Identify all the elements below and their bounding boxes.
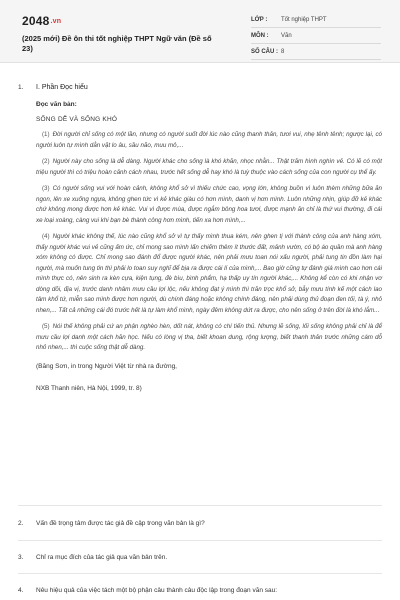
paragraph-4 (36, 232, 382, 316)
reading-label: Đọc văn bản: (36, 101, 77, 108)
question-number: 4. (18, 587, 24, 594)
site-logo[interactable] (22, 14, 61, 28)
meta-row-subject (251, 28, 381, 44)
meta-row-class (251, 12, 381, 28)
question-number: 1. (18, 84, 24, 91)
paragraph-1 (36, 130, 382, 151)
question-item (18, 519, 382, 528)
question-text: Chỉ ra mục đích của tác giả qua văn bản trên. (36, 554, 168, 561)
document-title: (2025 mới) Đề ôn thi tốt nghiệp THPT Ngữ văn (Đề số 23) (22, 34, 212, 53)
header (0, 0, 400, 63)
paragraph-3 (36, 184, 382, 226)
divider (18, 540, 382, 541)
question-item (18, 553, 382, 562)
paragraph-number: (1) (42, 131, 50, 138)
paragraph-text: Người khác không thế, lúc nào cũng khổ sở vì tự thấy mình thua kém, nên ghen tị với thành công của anh hàng xóm, thấy người khác vui vẻ cũng ấm ức, chỉ mong sao mình lấn chiếm thêm ít thước đất, mảnh vườn, có bộ áo quần mà anh hàng xóm không có được. Chỉ mong sao đánh đổ được người khác, nên phải mưu toan nói xấu người, phải tung tin đồn làm hại người, mà muốn tung tin thì phải lo toan suy nghĩ để bịa ra được cái lí của mình,... Bao giờ cũng tự đánh giá mình cao hơn cái mình thực có, nên sinh ra kèn cựa, kiện tụng, đè bìu, bình phẩm, hạ thấp uy tín người khác,... Không kể còn có khi nhận vơ dòng dõi, địa vị, trước danh nhâm mưu cầu lợi lộc, nếu không đạt ý mình thì trăn trọc khổ sở, bẫy mưu tính kế một cách lao tâm khổ tứ, miễn sao mình được hơn người, dù chính đáng hoặc không chính đáng, nên phải dùng thủ đoạn đen tối, tà ý, nhỏ nhen,... Tất cả những cái đó trước hết là tự làm khổ mình, ngày đêm không dứt ra được, cho nên sống ở trên đời là khó lắm... (36, 233, 382, 314)
question-number: 3. (18, 554, 24, 561)
paragraph-5 (36, 322, 382, 354)
paragraph-2 (36, 157, 382, 178)
divider (18, 573, 382, 574)
paragraph-text: Nói thế không phải cứ an phận nghèo hèn, dốt nát, không có chí tiến thủ. Nhưng lẽ sống, lối sống không phải chỉ là để mưu cầu lợi danh một cách hăn học. Nếu có lòng vị tha, biết khoan dung, rộng lượng, biết thanh thản trước những cám dỗ nhỏ nhen,... thì cuộc sống thật dễ dàng. (36, 323, 382, 351)
divider (18, 505, 382, 506)
paragraph-number: (2) (42, 158, 50, 165)
meta-row-question-count (251, 44, 381, 60)
meta-value: Văn (281, 32, 292, 39)
paragraph-number: (5) (42, 323, 50, 330)
reading-passage (36, 100, 382, 394)
question-text: Vấn đề trọng tâm được tác giả đề cập trong văn bản là gì? (36, 520, 205, 527)
paragraph-text: Đời người chỉ sống có một lần, nhưng có người suốt đời lúc nào cũng thanh thản, tươi vui, nhẹ tênh tênh; ngược lại, có người luôn tự mình dằn vặt lo âu, sầu não, muu mô,... (36, 131, 382, 149)
source-author: (Băng Sơn, in trong Người Việt từ nhà ra đường, (36, 362, 177, 370)
meta-table (251, 12, 381, 60)
paragraph-text: Người này cho sống là dễ dàng. Người khác cho sống là khó khăn, nhọc nhằn... Thật trăm hình nghìn vẻ. Có lẽ có một triệu người thì có triệu hoàn cảnh cách nhau, trước hết sống dễ hay khó là tuỳ thuộc vào cách sống của con người cụ thể ấy. (36, 158, 382, 176)
meta-value: Tốt nghiệp THPT (281, 16, 327, 23)
paragraph-number: (3) (42, 185, 50, 192)
logo-main: 2048 (22, 14, 50, 28)
paragraph-text: Có người sống vui với hoàn cảnh, không khổ sở vì thiếu chức cao, vọng lớn, không buồn vì luôn thèm những bữa ăn ngon, lên xe xuống ngựa, không ghen tức vì kẻ khác giàu có hơn mình, danh vị hơn mình. Luôn những nhịn, giúp đỡ kẻ khác chứ không mong được hơn kẻ khác. Vui vì được mùa, được ngắm bông hoa tươi, được mạnh ăn chỉ là thứ vui thường, đi cái xe loại xoàng, càng vui khi bạn bè thành công hơn mình, tiến xa hơn mình,... (36, 185, 382, 224)
meta-value: 8 (281, 48, 285, 55)
question-number: 2. (18, 520, 24, 527)
meta-label: MÔN : (251, 32, 269, 39)
meta-label: LỚP : (251, 16, 268, 23)
paragraph-number: (4) (42, 233, 50, 240)
source-publisher: NXB Thanh niên, Hà Nội, 1999, tr. 8) (36, 384, 142, 392)
question-item (18, 586, 382, 595)
logo-suffix: .vn (50, 18, 62, 25)
section-title: I. Phần Đọc hiểu (36, 84, 88, 91)
question-text: Nêu hiệu quả của việc tách một bộ phận câu thành câu độc lập trong đoạn văn sau: (36, 587, 278, 594)
meta-label: SỐ CÂU : (251, 48, 278, 55)
reading-title: SỐNG DỄ VÀ SỐNG KHÓ (36, 116, 118, 123)
